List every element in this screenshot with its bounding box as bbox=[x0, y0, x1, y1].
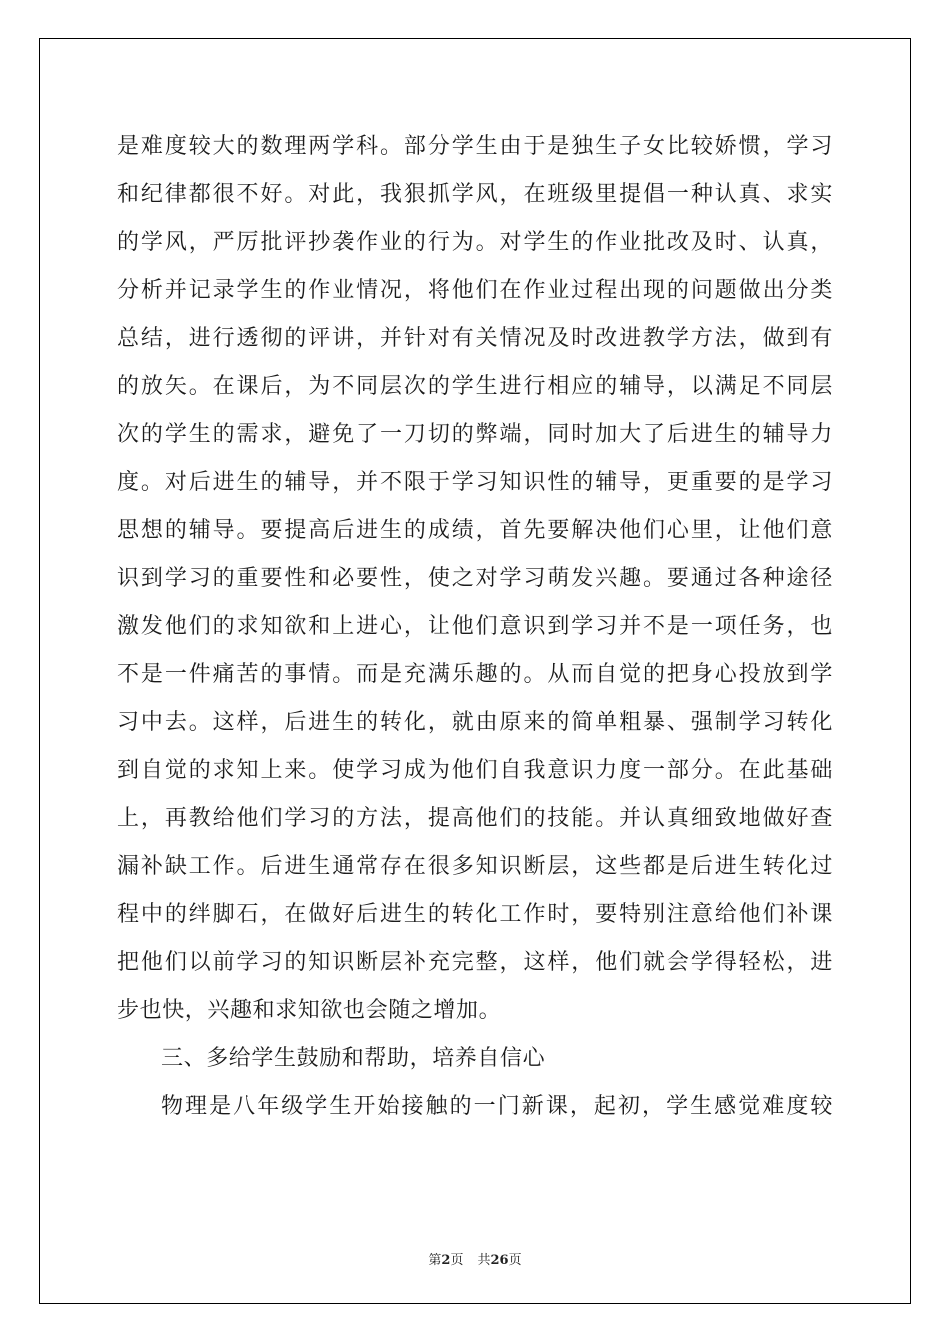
text-line-21: 物理是八年级学生开始接触的一门新课，起初，学生感觉难度较 bbox=[161, 1094, 833, 1119]
text-line-13: 习中去。这样，后进生的转化，就由原来的简单粗暴、强制学习转化 bbox=[117, 710, 833, 735]
total-pages: 26 bbox=[490, 1253, 509, 1268]
text-line-16: 漏补缺工作。后进生通常存在很多知识断层，这些都是后进生转化过 bbox=[117, 854, 833, 879]
text-line-19: 步也快，兴趣和求知欲也会随之增加。 bbox=[117, 998, 502, 1023]
page-number: 2 bbox=[441, 1253, 451, 1268]
total-prefix: 共 bbox=[477, 1253, 491, 1268]
text-line-5: 总结，进行透彻的评讲，并针对有关情况及时改进教学方法，做到有 bbox=[117, 326, 833, 351]
text-line-7: 次的学生的需求，避免了一刀切的弊端，同时加大了后进生的辅导力 bbox=[117, 422, 833, 447]
text-line-18: 把他们以前学习的知识断层补充完整，这样，他们就会学得轻松，进 bbox=[117, 950, 833, 975]
text-line-2: 和纪律都很不好。对此，我狠抓学风，在班级里提倡一种认真、求实 bbox=[117, 182, 833, 207]
page-footer bbox=[0, 1249, 950, 1268]
text-line-9: 思想的辅导。要提高后进生的成绩，首先要解决他们心里，让他们意 bbox=[117, 518, 833, 543]
text-line-10: 识到学习的重要性和必要性，使之对学习萌发兴趣。要通过各种途径 bbox=[117, 566, 833, 591]
page-prefix: 第 bbox=[428, 1253, 442, 1268]
total-suffix: 页 bbox=[508, 1253, 522, 1268]
section-heading: 三、多给学生鼓励和帮助，培养自信心 bbox=[161, 1046, 546, 1071]
text-line-17: 程中的绊脚石，在做好后进生的转化工作时，要特别注意给他们补课 bbox=[117, 902, 833, 927]
text-line-1: 是难度较大的数理两学科。部分学生由于是独生子女比较娇惯，学习 bbox=[117, 134, 833, 159]
document-body bbox=[117, 123, 833, 1131]
text-line-6: 的放矢。在课后，为不同层次的学生进行相应的辅导，以满足不同层 bbox=[117, 374, 833, 399]
text-line-12: 不是一件痛苦的事情。而是充满乐趣的。从而自觉的把身心投放到学 bbox=[117, 662, 833, 687]
text-line-14: 到自觉的求知上来。使学习成为他们自我意识力度一部分。在此基础 bbox=[117, 758, 833, 783]
text-line-3: 的学风，严厉批评抄袭作业的行为。对学生的作业批改及时、认真， bbox=[117, 230, 833, 255]
text-line-11: 激发他们的求知欲和上进心，让他们意识到学习并不是一项任务，也 bbox=[117, 614, 833, 639]
text-line-4: 分析并记录学生的作业情况，将他们在作业过程出现的问题做出分类 bbox=[117, 278, 833, 303]
text-line-15: 上，再教给他们学习的方法，提高他们的技能。并认真细致地做好查 bbox=[117, 806, 833, 831]
page-suffix: 页 bbox=[450, 1253, 464, 1268]
text-line-8: 度。对后进生的辅导，并不限于学习知识性的辅导，更重要的是学习 bbox=[117, 470, 833, 495]
